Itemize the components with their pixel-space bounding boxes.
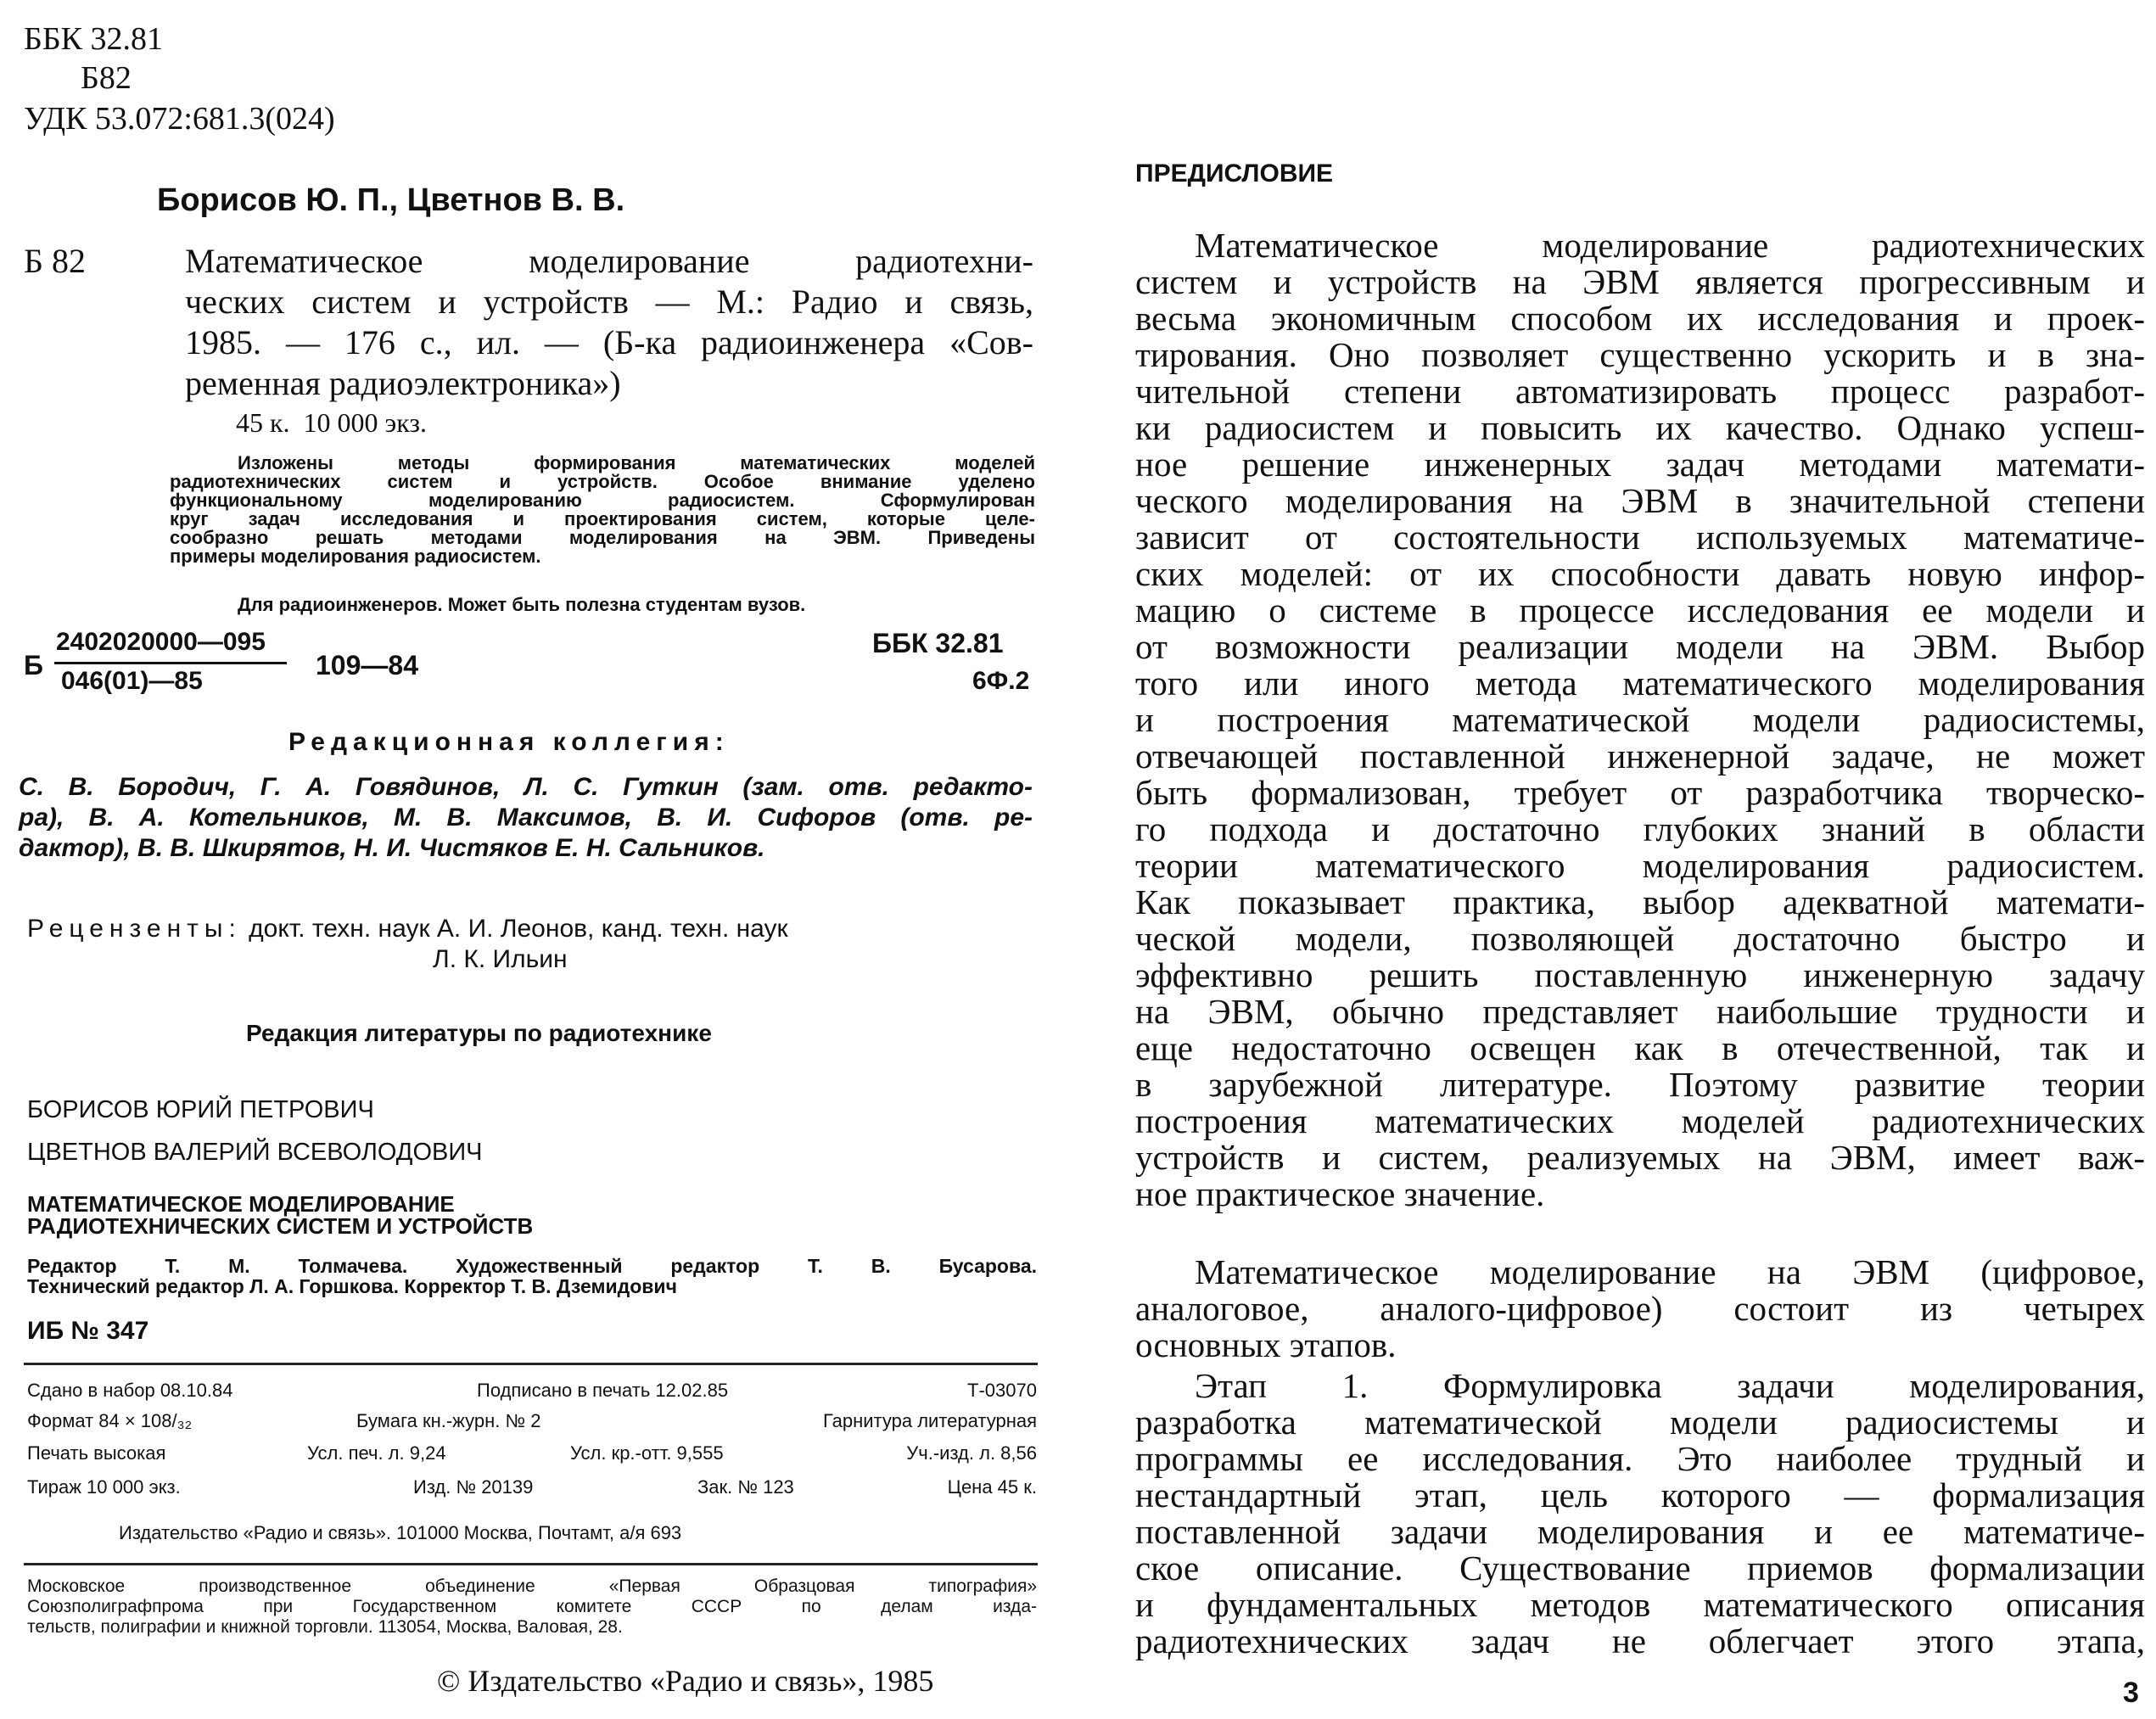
index-prefix: Б [24,650,43,680]
preface-paragraph-2 [1135,1254,2145,1363]
imprint-row [27,1380,1037,1403]
paragraph-line: построения математических моделей радиотехнических [1135,1101,2145,1140]
editor-line: дактор), В. В. Шкирятов, Н. И. Чистяков Е. Н. Сальников. [19,834,765,862]
paragraph-line: в зарубежной литературе. Поэтому развитие теории [1135,1065,2145,1104]
paragraph-line: чительной степени автоматизировать процесс разработ- [1135,372,2145,411]
imprint-cell: Подписано в печать 12.02.85 [477,1380,729,1401]
author-full-1: БОРИСОВ ЮРИЙ ПЕТРОВИЧ [27,1096,374,1123]
left-page [0,0,1061,1719]
paragraph-line: ческой модели, позволяющей достаточно быстро и [1135,919,2145,958]
editor-line: ра), В. А. Котельников, М. В. Максимов, В. И. Сифоров (отв. ре- [19,804,1033,832]
authors-heading: Борисов Ю. П., Цветнов В. В. [157,182,625,218]
annotation-line: сообразно решать методами моделирования на ЭВМ. Приведены [170,527,1035,548]
description-line: ременная радиоэлектроника») [185,364,621,402]
annotation-audience: Для радиоинженеров. Может быть полезна студентам вузов. [238,594,806,615]
printer-line: тельств, полиграфии и книжной торговли. 113054, Москва, Валовая, 28. [27,1617,623,1637]
paragraph-line: Этап 1. Формулировка задачи моделирования, [1195,1366,2145,1405]
imprint-bottom-rule [24,1563,1038,1565]
paragraph-line: нестандартный этап, цель которого — формализация [1135,1475,2145,1515]
imprint-cell: Формат 84 × 108/₃₂ [27,1410,193,1431]
imprint-row [27,1410,1037,1434]
printer-line: Союзполиграфпрома при Государственном комитете СССР по делам изда- [27,1597,1037,1616]
paragraph-line: весьма экономичным способом их исследования и проек- [1135,299,2145,338]
paragraph-line: Математическое моделирование радиотехнических [1195,226,2145,265]
index-denominator: 046(01)—85 [61,667,203,695]
imprint-cell: Изд. № 20139 [413,1476,534,1498]
imprint-cell: Уч.-изд. л. 8,56 [906,1442,1037,1464]
reviewers-label: Рецензенты: [27,915,242,943]
editorial-board-heading: Редакционная коллегия: [288,728,730,756]
imprint-cell: Гарнитура литературная [822,1410,1037,1431]
preface-paragraph-1 [1135,227,2145,1212]
catalog-mark: Б 82 [24,242,86,280]
editor-line: С. В. Бородич, Г. А. Говядинов, Л. С. Гуткин (зам. отв. редакто- [19,773,1033,801]
publisher-address: Издательство «Радио и связь». 101000 Москва, Почтамт, а/я 693 [119,1522,682,1543]
annotation-line: радиотехнических систем и устройств. Особое внимание уделено [170,471,1035,492]
imprint-cell: Цена 45 к. [947,1476,1037,1498]
imprint-cell: Тираж 10 000 экз. [27,1476,181,1498]
ib-number: ИБ № 347 [27,1317,149,1345]
paragraph-line: го подхода и достаточно глубоких знаний в области [1135,809,2145,848]
reviewers-text: докт. техн. наук А. И. Леонов, канд. техн. наук [249,915,788,943]
book-title-line-2: РАДИОТЕХНИЧЕСКИХ СИСТЕМ И УСТРОЙСТВ [27,1213,534,1239]
paragraph-line: программы ее исследования. Это наиболее трудный и [1135,1439,2145,1478]
paragraph-line: систем и устройств на ЭВМ является прогрессивным и [1135,262,2145,301]
paragraph-line: зависит от состоятельности используемых математиче- [1135,518,2145,557]
paragraph-line: Математическое моделирование на ЭВМ (цифровое, [1195,1252,2145,1291]
paragraph-line: эффективно решить поставленную инженерную задачу [1135,955,2145,994]
imprint-cell: Сдано в набор 08.10.84 [27,1380,233,1401]
paragraph-line: и фундаментальных методов математического описания [1135,1585,2145,1624]
paragraph-line: ное решение инженерных задач методами математи- [1135,445,2145,484]
paragraph-line: ное практическое значение. [1135,1174,1545,1213]
staff-credits [27,1256,1037,1296]
annotation-line: Изложены методы формирования математических моделей [238,452,1035,473]
annotation-line: функциональному моделированию радиосистем. Сформулирован [170,490,1035,511]
paragraph-line: устройств и систем, реализуемых на ЭВМ, имеет важ- [1135,1138,2145,1177]
imprint-row [27,1442,1037,1466]
paragraph-line: ческого моделирования на ЭВМ в значительной степени [1135,481,2145,520]
paragraph-line: радиотехнических задач не облегчает этого этапа, [1135,1621,2145,1660]
imprint-cell: Бумага кн.-журн. № 2 [356,1410,541,1431]
paragraph-line: ское описание. Существование приемов формализации [1135,1548,2145,1587]
fraction-line [54,662,287,664]
paragraph-line: теории математического моделирования радиосистем. [1135,846,2145,885]
section-heading: ПРЕДИСЛОВИЕ [1135,160,1334,188]
printer-line: Московское производственное объединение «Первая Образцовая типография» [27,1576,1037,1596]
editorial-board-list [19,772,1033,864]
reviewers-text-2: Л. К. Ильин [433,945,568,973]
paragraph-line: тирования. Оно позволяет существенно ускорить и в зна- [1135,335,2145,374]
reviewers [27,915,788,943]
author-full-2: ЦВЕТНОВ ВАЛЕРИЙ ВСЕВОЛОДОВИЧ [27,1139,483,1166]
imprint-cell: Усл. печ. л. 9,24 [307,1442,446,1464]
paragraph-line: отвечающей поставленной инженерной задаче, не может [1135,736,2145,776]
annotation [170,454,1035,566]
imprint-row [27,1476,1037,1500]
imprint-top-rule [24,1363,1038,1365]
paragraph-line: быть формализован, требует от разработчика творческо- [1135,773,2145,812]
index-suffix: 109—84 [316,650,418,680]
paragraph-line: ских моделей: от их способности давать новую инфор- [1135,554,2145,593]
book-title-line-1: МАТЕМАТИЧЕСКОЕ МОДЕЛИРОВАНИЕ [27,1191,455,1217]
paragraph-line: мацию о системе в процессе исследования ее модели и [1135,591,2145,630]
description-line: 1985. — 176 с., ил. — (Б-ка радиоинженера «Сов- [185,323,1033,361]
paragraph-line: и построения математической модели радиосистемы, [1135,700,2145,739]
description-line: Математическое моделирование радиотехни- [185,242,1033,280]
paragraph-line: поставленной задачи моделирования и ее математиче- [1135,1512,2145,1551]
staff-line: Редактор Т. М. Толмачева. Художественный редактор Т. В. Бусарова. [27,1255,1037,1277]
paragraph-line: аналоговое, аналого-цифровое) состоит из четырех [1135,1289,2145,1328]
paragraph-line: того или иного метода математического моделирования [1135,664,2145,703]
paragraph-line: основных этапов. [1135,1325,1397,1364]
bbk-code: ББК 32.81 [24,21,163,57]
description-line: ческих систем и устройств — М.: Радио и связь, [185,283,1033,321]
staff-line: Технический редактор Л. А. Горшкова. Корректор Т. В. Дземидович [27,1275,677,1297]
annotation-line: круг задач исследования и проектирования систем, которые целе- [170,508,1035,529]
imprint-cell: Усл. кр.-отт. 9,555 [570,1442,724,1464]
paragraph-line: Как показывает практика, выбор адекватной математи- [1135,882,2145,921]
page-number: 3 [2123,1677,2139,1709]
imprint-cell: Печать высокая [27,1442,166,1464]
imprint-cell: Т-03070 [967,1380,1037,1401]
paragraph-line: ки радиосистем и повысить их качество. Однако успеш- [1135,408,2145,447]
bibliographic-description [185,241,1033,404]
printer-info [27,1576,1037,1638]
right-page [1128,0,2151,1719]
paragraph-line: на ЭВМ, обычно представляет наибольшие трудности и [1135,992,2145,1031]
paragraph-line: еще недостаточно освещен как в отечественной, так и [1135,1028,2145,1067]
code-right: 6Ф.2 [972,667,1030,695]
edition-office: Редакция литературы по радиотехнике [246,1020,712,1046]
price-line: 45 к. 10 000 экз. [236,407,428,438]
index-numerator: 2402020000—095 [56,628,266,656]
paragraph-line: разработка математической модели радиосистемы и [1135,1403,2145,1442]
bbk-right: ББК 32.81 [872,628,1004,658]
copyright: © Издательство «Радио и связь», 1985 [437,1664,934,1698]
author-mark: Б82 [81,60,132,96]
paragraph-line: от возможности реализации модели на ЭВМ. Выбор [1135,627,2145,666]
imprint-cell: Зак. № 123 [697,1476,794,1498]
annotation-line: примеры моделирования радиосистем. [170,546,541,567]
udk-code: УДК 53.072:681.3(024) [24,101,335,137]
preface-paragraph-3 [1135,1368,2145,1660]
